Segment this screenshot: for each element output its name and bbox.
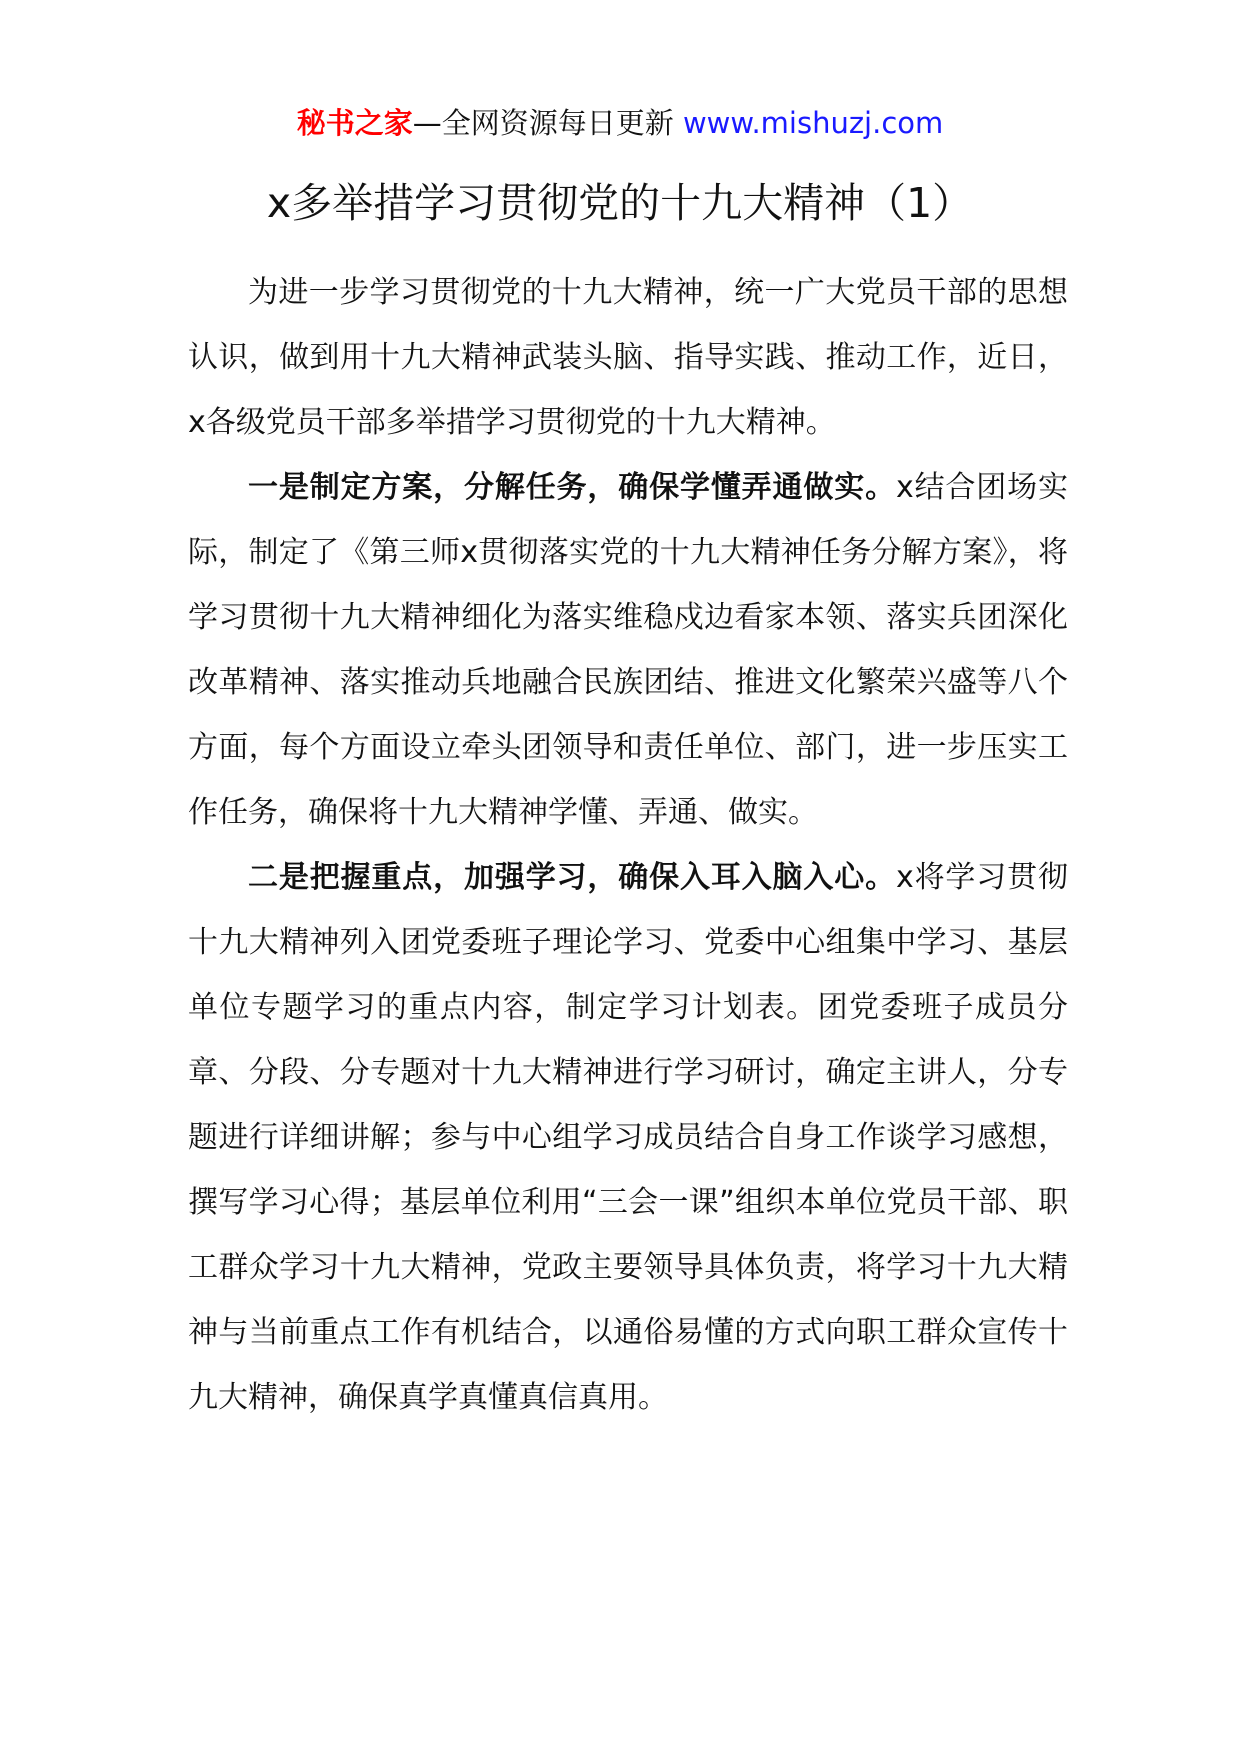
paragraph-lead: 一是制定方案，分解任务，确保学懂弄通做实。 (248, 470, 896, 505)
paragraph-text: 为进一步学习贯彻党的十九大精神，统一广大党员干部的思想认识，做到用十九大精神武装头脑、指导实践、推动工作，近日，x各级党员干部多举措学习贯彻党的十九大精神。 (188, 275, 1068, 440)
site-banner (0, 103, 1240, 143)
document-body (188, 260, 1068, 1430)
paragraph-text: x将学习贯彻十九大精神列入团党委班子理论学习、党委中心组集中学习、基层单位专题学习的重点内容，制定学习计划表。团党委班子成员分章、分段、分专题对十九大精神进行学习研讨，确定主讲人，分专题进行详细讲解；参与中心组学习成员结合自身工作谈学习感想，撰写学习心得；基层单位利用“三会一课”组织本单位党员干部、职工群众学习十九大精神，党政主要领导具体负责，将学习十九大精神与当前重点工作有机结合，以通俗易懂的方式向职工群众宣传十九大精神，确保真学真懂真信真用。 (188, 860, 1068, 1415)
paragraph-lead: 二是把握重点，加强学习，确保入耳入脑入心。 (248, 860, 896, 895)
site-brand: 秘书之家 (296, 106, 413, 140)
document-title: x多举措学习贯彻党的十九大精神（1） (266, 179, 974, 227)
site-url-link[interactable]: www.mishuzj.com (682, 106, 944, 140)
intro-paragraph (188, 260, 1068, 455)
point-two-paragraph (188, 845, 1068, 1430)
point-one-paragraph (188, 455, 1068, 845)
site-tagline: —全网资源每日更新 (412, 106, 683, 140)
paragraph-text: x结合团场实际，制定了《第三师x贯彻落实党的十九大精神任务分解方案》，将学习贯彻十九大精神细化为落实维稳戍边看家本领、落实兵团深化改革精神、落实推动兵地融合民族团结、推进文化繁荣兴盛等八个方面，每个方面设立牵头团领导和责任单位、部门，进一步压实工作任务，确保将十九大精神学懂、弄通、做实。 (188, 470, 1068, 830)
